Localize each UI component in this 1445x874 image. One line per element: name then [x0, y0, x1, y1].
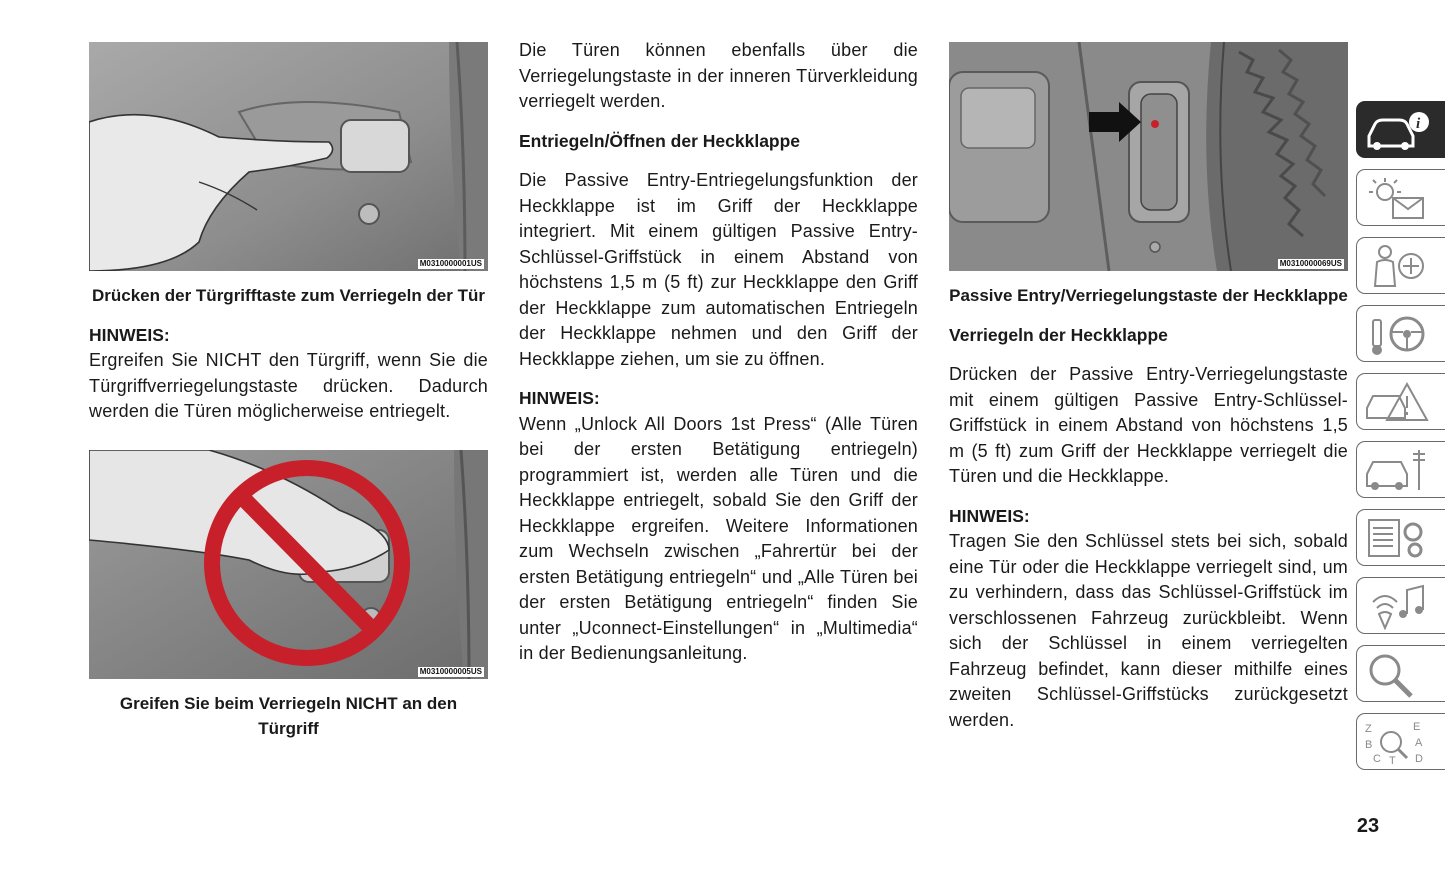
figure-door-lock-button [89, 42, 488, 271]
column-2 [519, 38, 918, 667]
tab-servicing[interactable] [1356, 441, 1445, 498]
column-3 [949, 38, 1348, 733]
tab-car-info[interactable] [1356, 101, 1445, 158]
section-text: Die Passive Entry-Entriegelungsfunktion der Heckklappe ist im Griff der Heckklappe integriert. Mit einem gültigen Passive Entry-Schlüssel-Griffstück in einem Abstand von höchstens 1,5 m (5 ft) zur Heckklappe den Griff der Heckklappe zum automatischen Entriegeln der Heckklappe nehmen und den Griff der Heckklappe ziehen, um sie zu öffnen. [519, 170, 918, 369]
index-letter: D [1415, 753, 1423, 765]
figure-caption: Greifen Sie beim Verriegeln NICHT an den Türgriff [119, 693, 458, 738]
index-letter: Z [1365, 723, 1372, 735]
warning-lights-messages-icon [1363, 174, 1433, 222]
note-heading: HINWEIS: [949, 505, 1030, 526]
index-letter: A [1415, 737, 1423, 749]
servicing-maintenance-icon [1363, 446, 1433, 494]
figure-liftgate-button [949, 42, 1348, 271]
multimedia-icon [1363, 582, 1433, 630]
tab-index[interactable] [1356, 713, 1445, 770]
emergency-icon [1363, 378, 1433, 426]
column-1 [89, 38, 488, 742]
tab-warning-lights[interactable] [1356, 169, 1445, 226]
liftgate-handle-illustration [949, 42, 1348, 271]
technical-specifications-icon [1363, 514, 1433, 562]
figure-code: M0310000001US [419, 259, 482, 268]
starting-operating-icon [1363, 310, 1433, 358]
note-text: Tragen Sie den Schlüssel stets bei sich, sobald eine Tür oder die Heckklappe verriegelt sind, um zu verhindern, dass das Schlüssel-Griffstück im verschlossenen Fahrzeug zurückbleibt. Wenn sich der Schlüssel in einem verriegelten Fahrzeug befindet, kann dieser mithilfe eines zweiten Schlüssel-Griffstücks zurückgesetzt werden. [949, 531, 1348, 730]
section-heading: Entriegeln/Öffnen der Heckklappe [519, 130, 801, 151]
tab-technical-specs[interactable] [1356, 509, 1445, 566]
figure-code: M0310000005US [419, 666, 482, 676]
svg-text:i: i [1416, 116, 1421, 132]
figure-code: M0310000069US [1279, 259, 1342, 268]
tab-multimedia[interactable] [1356, 577, 1445, 634]
intro-text: Die Türen können ebenfalls über die Verriegelungstaste in der inneren Türverkleidung verriegelt werden. [519, 40, 918, 111]
page-number: 23 [1356, 815, 1380, 837]
index-letter: B [1365, 739, 1373, 751]
note-text: Wenn „Unlock All Doors 1st Press“ (Alle Türen bei der ersten Betätigung entriegeln) programmiert ist, werden alle Türen und die Heckklappe entriegelt, sobald Sie den Griff der Heckklappe ergreifen. Weitere Informationen zum Wechseln zwischen „Fahrertür bei der ersten Betätigung entriegeln“ und „Alle Türen bei der ersten Betätigung entriegeln“ finden Sie unter „Uconnect-Einstellungen“ in „Multimedia“ in der Bedienungsanleitung. [519, 413, 918, 663]
tab-starting-operating[interactable] [1356, 305, 1445, 362]
note-text: Ergreifen Sie NICHT den Türgriff, wenn Sie die Türgriffverriegelungstaste drücken. Dadurch werden die Türen möglicherweise entriegelt. [89, 350, 488, 421]
figure-do-not-grab-handle [89, 450, 488, 679]
customer-assistance-icon [1363, 650, 1433, 698]
note-heading: HINWEIS: [89, 324, 170, 345]
figure-caption: Passive Entry/Verriegelungstaste der Heckklappe [949, 286, 1348, 305]
section-text: Drücken der Passive Entry-Verriegelungstaste mit einem gültigen Passive Entry-Schlüssel-Griffstück in einem Abstand von höchstens 1,5 m (5 ft) zum Griff der Heckklappe verriegelt die Türen und die Heckklappe. [949, 364, 1348, 486]
index-letter: C [1373, 753, 1381, 765]
index-letter: T [1389, 755, 1396, 766]
figure-caption: Drücken der Türgrifftaste zum Verriegeln der Tür [92, 286, 485, 305]
door-handle-illustration [89, 42, 488, 271]
safety-airbag-icon [1363, 242, 1433, 290]
index-letter: E [1413, 721, 1421, 733]
tab-customer-assistance[interactable] [1356, 645, 1445, 702]
tab-emergency[interactable] [1356, 373, 1445, 430]
index-icon [1363, 718, 1433, 766]
tab-safety[interactable] [1356, 237, 1445, 294]
section-heading: Verriegeln der Heckklappe [949, 324, 1168, 345]
car-info-icon [1363, 106, 1433, 154]
prohibited-grab-illustration [89, 450, 488, 679]
note-heading: HINWEIS: [519, 388, 600, 408]
